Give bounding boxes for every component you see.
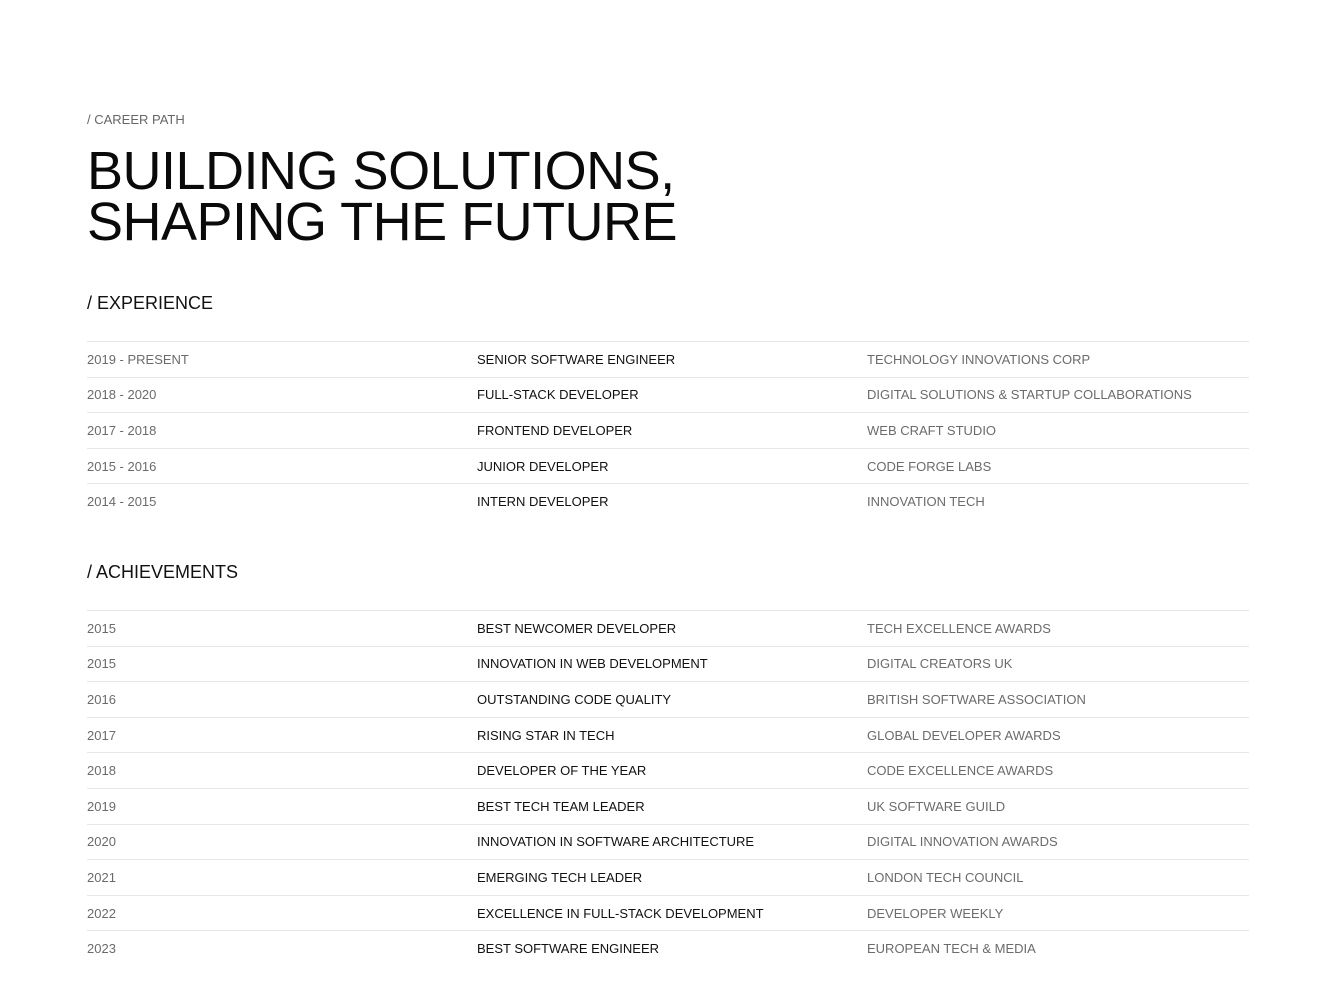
achievement-award: DEVELOPER OF THE YEAR: [477, 763, 647, 779]
achievement-organization: LONDON TECH COUNCIL: [867, 869, 1024, 885]
achievement-year: 2022: [87, 905, 116, 921]
achievement-organization: DIGITAL CREATORS UK: [867, 656, 1013, 672]
achievement-award: BEST TECH TEAM LEADER: [477, 798, 645, 814]
page-headline: [87, 141, 678, 252]
achievement-year: 2019: [87, 798, 116, 814]
achievements-row: [87, 646, 1249, 682]
experience-company: INNOVATION TECH: [867, 494, 985, 510]
experience-role: FRONTEND DEVELOPER: [477, 422, 633, 438]
achievement-organization: TECH EXCELLENCE AWARDS: [867, 620, 1051, 636]
achievement-organization: CODE EXCELLENCE AWARDS: [867, 763, 1054, 779]
experience-period: 2015 - 2016: [87, 458, 157, 474]
achievement-organization: BRITISH SOFTWARE ASSOCIATION: [867, 691, 1086, 707]
experience-role: SENIOR SOFTWARE ENGINEER: [477, 351, 676, 367]
experience-role: FULL-STACK DEVELOPER: [477, 387, 639, 403]
achievements-row: [87, 788, 1249, 824]
achievements-row: [87, 681, 1249, 717]
experience-row: [87, 448, 1249, 484]
achievement-award: EXCELLENCE IN FULL-STACK DEVELOPMENT: [477, 905, 764, 921]
achievement-year: 2015: [87, 656, 116, 672]
achievement-year: 2016: [87, 691, 116, 707]
achievement-year: 2018: [87, 763, 116, 779]
achievement-year: 2021: [87, 869, 116, 885]
achievements-row: [87, 930, 1249, 966]
achievement-organization: GLOBAL DEVELOPER AWARDS: [867, 727, 1061, 743]
headline-line-1: BUILDING SOLUTIONS,: [87, 141, 675, 201]
experience-period: 2019 - PRESENT: [87, 351, 189, 367]
experience-role: JUNIOR DEVELOPER: [477, 458, 609, 474]
achievement-organization: EUROPEAN TECH & MEDIA: [867, 941, 1036, 957]
experience-period: 2017 - 2018: [87, 422, 157, 438]
experience-period: 2014 - 2015: [87, 494, 157, 510]
experience-row: [87, 483, 1249, 519]
achievements-row: [87, 859, 1249, 895]
achievement-year: 2017: [87, 727, 116, 743]
achievement-award: OUTSTANDING CODE QUALITY: [477, 691, 672, 707]
achievement-award: INNOVATION IN WEB DEVELOPMENT: [477, 656, 708, 672]
experience-row: [87, 412, 1249, 448]
experience-company: DIGITAL SOLUTIONS & STARTUP COLLABORATIONS: [867, 387, 1192, 403]
experience-company: CODE FORGE LABS: [867, 458, 992, 474]
achievements-row: [87, 752, 1249, 788]
experience-table: [87, 341, 1249, 519]
experience-period: 2018 - 2020: [87, 387, 157, 403]
achievement-organization: DEVELOPER WEEKLY: [867, 905, 1004, 921]
experience-row: [87, 377, 1249, 413]
achievement-award: BEST SOFTWARE ENGINEER: [477, 941, 660, 957]
achievement-award: INNOVATION IN SOFTWARE ARCHITECTURE: [477, 834, 755, 850]
experience-title: / EXPERIENCE: [87, 293, 214, 313]
experience-row: [87, 341, 1249, 377]
achievement-award: BEST NEWCOMER DEVELOPER: [477, 620, 677, 636]
achievement-award: RISING STAR IN TECH: [477, 727, 615, 743]
achievements-row: [87, 610, 1249, 646]
achievement-award: EMERGING TECH LEADER: [477, 869, 643, 885]
achievement-year: 2015: [87, 620, 116, 636]
achievements-row: [87, 895, 1249, 931]
achievements-row: [87, 824, 1249, 860]
headline-line-2: SHAPING THE FUTURE: [87, 192, 678, 252]
experience-role: INTERN DEVELOPER: [477, 494, 609, 510]
section-eyebrow: / CAREER PATH: [87, 112, 185, 127]
achievements-title: / ACHIEVEMENTS: [87, 562, 239, 582]
experience-company: WEB CRAFT STUDIO: [867, 422, 997, 438]
achievements-table: [87, 610, 1249, 966]
achievement-year: 2023: [87, 941, 116, 957]
achievements-row: [87, 717, 1249, 753]
experience-company: TECHNOLOGY INNOVATIONS CORP: [867, 351, 1091, 367]
achievement-organization: DIGITAL INNOVATION AWARDS: [867, 834, 1058, 850]
achievement-year: 2020: [87, 834, 116, 850]
achievement-organization: UK SOFTWARE GUILD: [867, 798, 1006, 814]
